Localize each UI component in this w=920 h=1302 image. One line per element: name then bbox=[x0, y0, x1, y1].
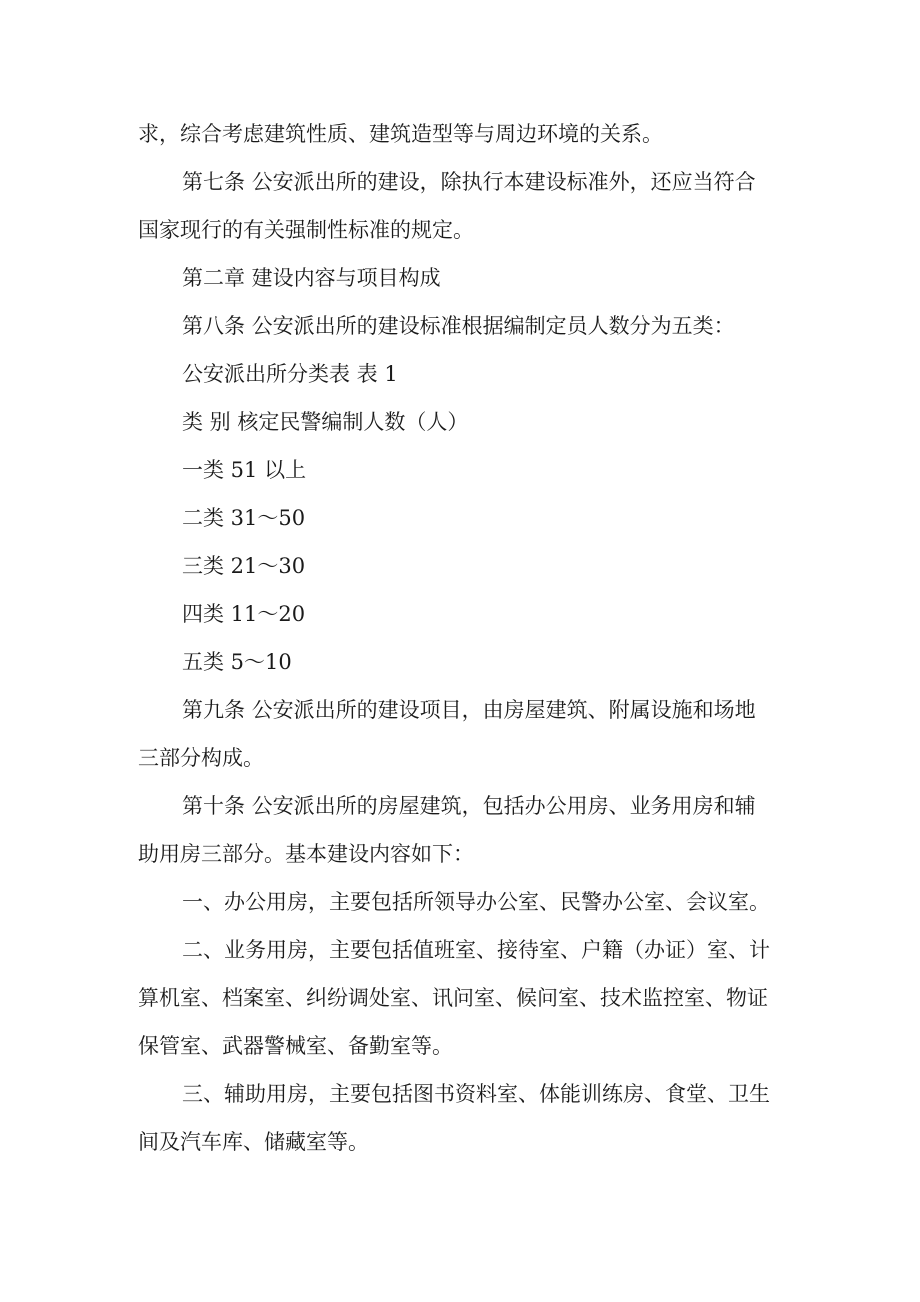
paragraph-line: 国家现行的有关强制性标准的规定。 bbox=[138, 218, 474, 242]
list-item-auxiliary: 三、辅助用房，主要包括图书资料室、体能训练房、食堂、卫生 bbox=[182, 1082, 770, 1106]
paragraph-line: 算机室、档案室、纠纷调处室、讯问室、候问室、技术监控室、物证 bbox=[138, 986, 768, 1010]
article-8-line: 第八条 公安派出所的建设标准根据编制定员人数分为五类： bbox=[182, 314, 735, 338]
table-row: 四类 11～20 bbox=[182, 602, 306, 626]
paragraph-line: 三部分构成。 bbox=[138, 746, 264, 770]
table-row: 五类 5～10 bbox=[182, 650, 292, 674]
article-10-line: 第十条 公安派出所的房屋建筑，包括办公用房、业务用房和辅 bbox=[182, 794, 756, 818]
paragraph-line: 保管室、武器警械室、备勤室等。 bbox=[138, 1034, 453, 1058]
table-title: 公安派出所分类表 表 1 bbox=[182, 362, 398, 386]
paragraph-line: 求，综合考虑建筑性质、建筑造型等与周边环境的关系。 bbox=[138, 122, 663, 146]
document-body bbox=[138, 110, 788, 1166]
table-row: 一类 51 以上 bbox=[182, 458, 307, 482]
list-item-business: 二、业务用房，主要包括值班室、接待室、户籍（办证）室、计 bbox=[182, 938, 770, 962]
paragraph-line: 间及汽车库、储藏室等。 bbox=[138, 1130, 369, 1154]
table-row: 三类 21～30 bbox=[182, 554, 306, 578]
chapter-heading: 第二章 建设内容与项目构成 bbox=[182, 266, 441, 290]
article-9-line: 第九条 公安派出所的建设项目，由房屋建筑、附属设施和场地 bbox=[182, 698, 756, 722]
table-header: 类 别 核定民警编制人数（人） bbox=[182, 410, 469, 434]
table-row: 二类 31～50 bbox=[182, 506, 306, 530]
list-item-office: 一、办公用房，主要包括所领导办公室、民警办公室、会议室。 bbox=[182, 890, 770, 914]
article-7-line: 第七条 公安派出所的建设，除执行本建设标准外，还应当符合 bbox=[182, 170, 756, 194]
paragraph-line: 助用房三部分。基本建设内容如下： bbox=[138, 842, 474, 866]
